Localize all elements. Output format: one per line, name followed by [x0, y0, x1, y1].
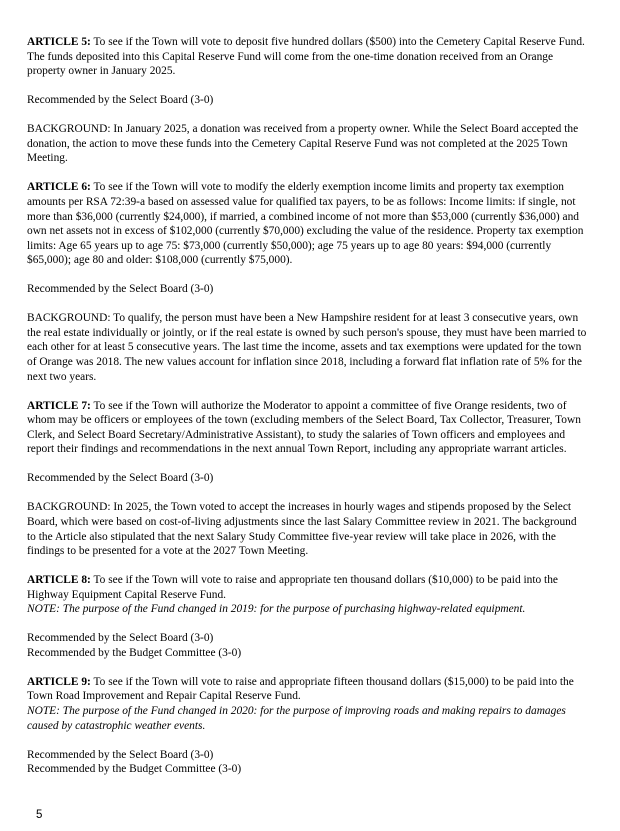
article-5-background: BACKGROUND: In January 2025, a donation was received from a property owner. While the Select Board accepted the donation, the action to move these funds into the Cemetery Capital Reserve Fund was not completed at the 2025 Town Meeting. [27, 123, 579, 165]
article-5-heading: ARTICLE 5: [27, 36, 91, 48]
article-6-text: To see if the Town will vote to modify the elderly exemption income limits and property tax exemption amounts per RSA 72:39-a based on assessed value for qualified tax payers, to be as follows: Income limits: if single, not more than $36,000 (currently $24,000), if married, a combined income of not more than $53,000 (currently $36,000) and own net assets not in excess of $102,000 (currently $70,000) excluding the value of the residence. Property tax exemption limits: Age 65 years up to age 75: $73,000 (currently $50,000); age 75 years up to age 80 years: $94,000 (currently $65,000); age 80 and older: $108,000 (currently $75,000). [27, 181, 584, 267]
article-6 [27, 180, 587, 268]
article-7-background: BACKGROUND: In 2025, the Town voted to accept the increases in hourly wages and stipends proposed by the Select Board, which were based on cost-of-living adjustments since the last Salary Committee review in 2021. The background to the Article also stipulated that the next Salary Study Committee five-year review will take place in 2026, with the findings to be presented for a vote at the 2027 Town Meeting. [27, 501, 577, 558]
article-7-text: To see if the Town will authorize the Moderator to appoint a committee of five Orange residents, two of whom may be officers or employees of the town (excluding members of the Select Board, Tax Collector, Treasurer, Town Clerk, and Select Board Secretary/Administrative Assistant), to study the salaries of Town officers and employees and report their findings and recommendations in the next annual Town Report, including any appropriate warrant articles. [27, 399, 581, 456]
article-5-recommendation-select-board: Recommended by the Select Board (3-0) [27, 94, 214, 107]
article-9 [27, 675, 587, 704]
article-8-note: NOTE: The purpose of the Fund changed in 2019: for the purpose of purchasing highway-related equipment. [27, 603, 526, 616]
article-9-recommendation-select-board: Recommended by the Select Board (3-0) [27, 748, 214, 761]
article-6-recommendation-select-board: Recommended by the Select Board (3-0) [27, 283, 214, 296]
article-5 [27, 35, 587, 79]
article-8 [27, 573, 587, 602]
article-9-text: To see if the Town will vote to raise and appropriate fifteen thousand dollars ($15,000) to be paid into the Town Road Improvement and Repair Capital Reserve Fund. [27, 675, 574, 703]
article-8-heading: ARTICLE 8: [27, 574, 91, 587]
article-7-heading: ARTICLE 7: [27, 399, 91, 412]
article-6-heading: ARTICLE 6: [27, 181, 91, 194]
article-5-text: To see if the Town will vote to deposit five hundred dollars ($500) into the Cemetery Capital Reserve Fund. The funds deposited into this Capital Reserve Fund will come from the one-time donation received from an Orange property owner in January 2025. [27, 36, 585, 78]
article-6-background: BACKGROUND: To qualify, the person must have been a New Hampshire resident for at least 3 consecutive years, own the real estate individually or jointly, or if the real estate is owned by such person's spouse, they must have been married to each other for at least 5 consecutive years. The last time the income, assets and tax exemptions were updated for the town of Orange was 2018. The new values account for inflation since 2018, including a forward flat inflation rate of 5% for the next two years. [27, 312, 587, 383]
article-7-recommendation-select-board: Recommended by the Select Board (3-0) [27, 472, 214, 485]
article-9-recommendation-budget-committee: Recommended by the Budget Committee (3-0) [27, 763, 242, 776]
page-number: 5 [36, 809, 43, 821]
article-8-recommendation-budget-committee: Recommended by the Budget Committee (3-0) [27, 646, 242, 659]
article-8-text: To see if the Town will vote to raise and appropriate ten thousand dollars ($10,000) to be paid into the Highway Equipment Capital Reserve Fund. [27, 574, 558, 601]
article-9-heading: ARTICLE 9: [27, 675, 91, 688]
article-8-recommendation-select-board: Recommended by the Select Board (3-0) [27, 632, 214, 645]
article-9-note: NOTE: The purpose of the Fund changed in 2020: for the purpose of improving roads and making repairs to damages caused by catastrophic weather events. [27, 705, 566, 732]
article-7 [27, 399, 587, 457]
document-page [27, 35, 587, 777]
